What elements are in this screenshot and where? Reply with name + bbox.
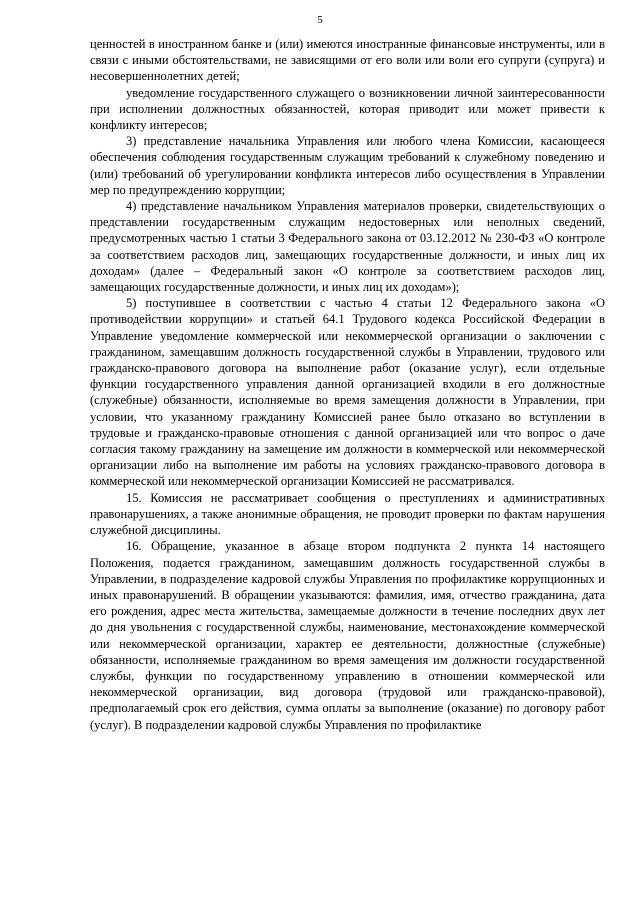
paragraph-conflict-notice: уведомление государственного служащего о возникновении личной заинтересованности при исполнении должностных обязанностей, которая приводит или может привести к конфликту интересов; <box>90 85 605 133</box>
paragraph-item-4: 4) представление начальником Управления материалов проверки, свидетельствующих о представлении государственным служащим недостоверных или неполных сведений, предусмотренных частью 1 статьи 3 Федерального закона от 03.12.2012 № 230-ФЗ «О контроле за соответствием расходов лиц, замещающих государственные должности, и иных лиц их доходам» (далее – Федеральный закон «О контроле за соответствием расходов лиц, замещающих государственные должности, и иных лиц их доходам»); <box>90 199 605 295</box>
paragraph-section-15: 15. Комиссия не рассматривает сообщения о преступлениях и административных правонарушениях, а также анонимные обращения, не проводит проверки по фактам нарушения служебной дисциплины. <box>90 490 605 538</box>
page-number: 5 <box>317 14 323 26</box>
document-body <box>90 36 605 733</box>
paragraph-continuation: ценностей в иностранном банке и (или) имеются иностранные финансовые инструменты, или в связи с иными обстоятельствами, не зависящими от его воли или воли его супруги (супруга) и несовершеннолетних детей; <box>90 37 605 84</box>
paragraph-item-5: 5) поступившее в соответствии с частью 4 статьи 12 Федерального закона «О противодействии коррупции» и статьей 64.1 Трудового кодекса Российской Федерации в Управление уведомление коммерческой или некоммерческой организации о заключении с гражданином, замещавшим должность государственной службы в Управлении, трудового или гражданско-правового договора на выполнение работ (оказание услуг), если отдельные функции государственного управления данной организацией входили в его должностные (служебные) обязанности, исполняемые во время замещения должности в Управлении, при условии, что указанному гражданину Комиссией ранее было отказано во вступлении в трудовые и гражданско-правовые отношения с данной организацией или что вопрос о даче согласия такому гражданину на замещение им должности в коммерческой или некоммерческой организации либо на выполнение им работы на условиях гражданско-правового договора в коммерческой или некоммерческой организации Комиссией не рассматривался. <box>90 296 605 489</box>
paragraph-item-3: 3) представление начальника Управления или любого члена Комиссии, касающееся обеспечения соблюдения государственным служащим требований к служебному поведению и (или) требований об урегулировании конфликта интересов либо осуществления в Управлении мер по предупреждению коррупции; <box>90 134 605 197</box>
paragraph-section-16: 16. Обращение, указанное в абзаце втором подпункта 2 пункта 14 настоящего Положения, подается гражданином, замещавшим должность государственной службы в Управлении, в подразделение кадровой службы Управления по профилактике коррупционных и иных правонарушений. В обращении указываются: фамилия, имя, отчество гражданина, дата его рождения, адрес места жительства, замещаемые должности в течение последних двух лет до дня увольнения с государственной службы, наименование, местонахождение коммерческой или некоммерческой организации, характер ее деятельности, должностные (служебные) обязанности, исполняемые гражданином во время замещения им должности государственной службы, функции по государственному управлению в отношении коммерческой или некоммерческой организации, вид договора (трудовой или гражданско-правовой), предполагаемый срок его действия, сумма оплаты за выполнение (оказание) по договору работ (услуг). В подразделении кадровой службы Управления по профилактике <box>90 539 605 732</box>
